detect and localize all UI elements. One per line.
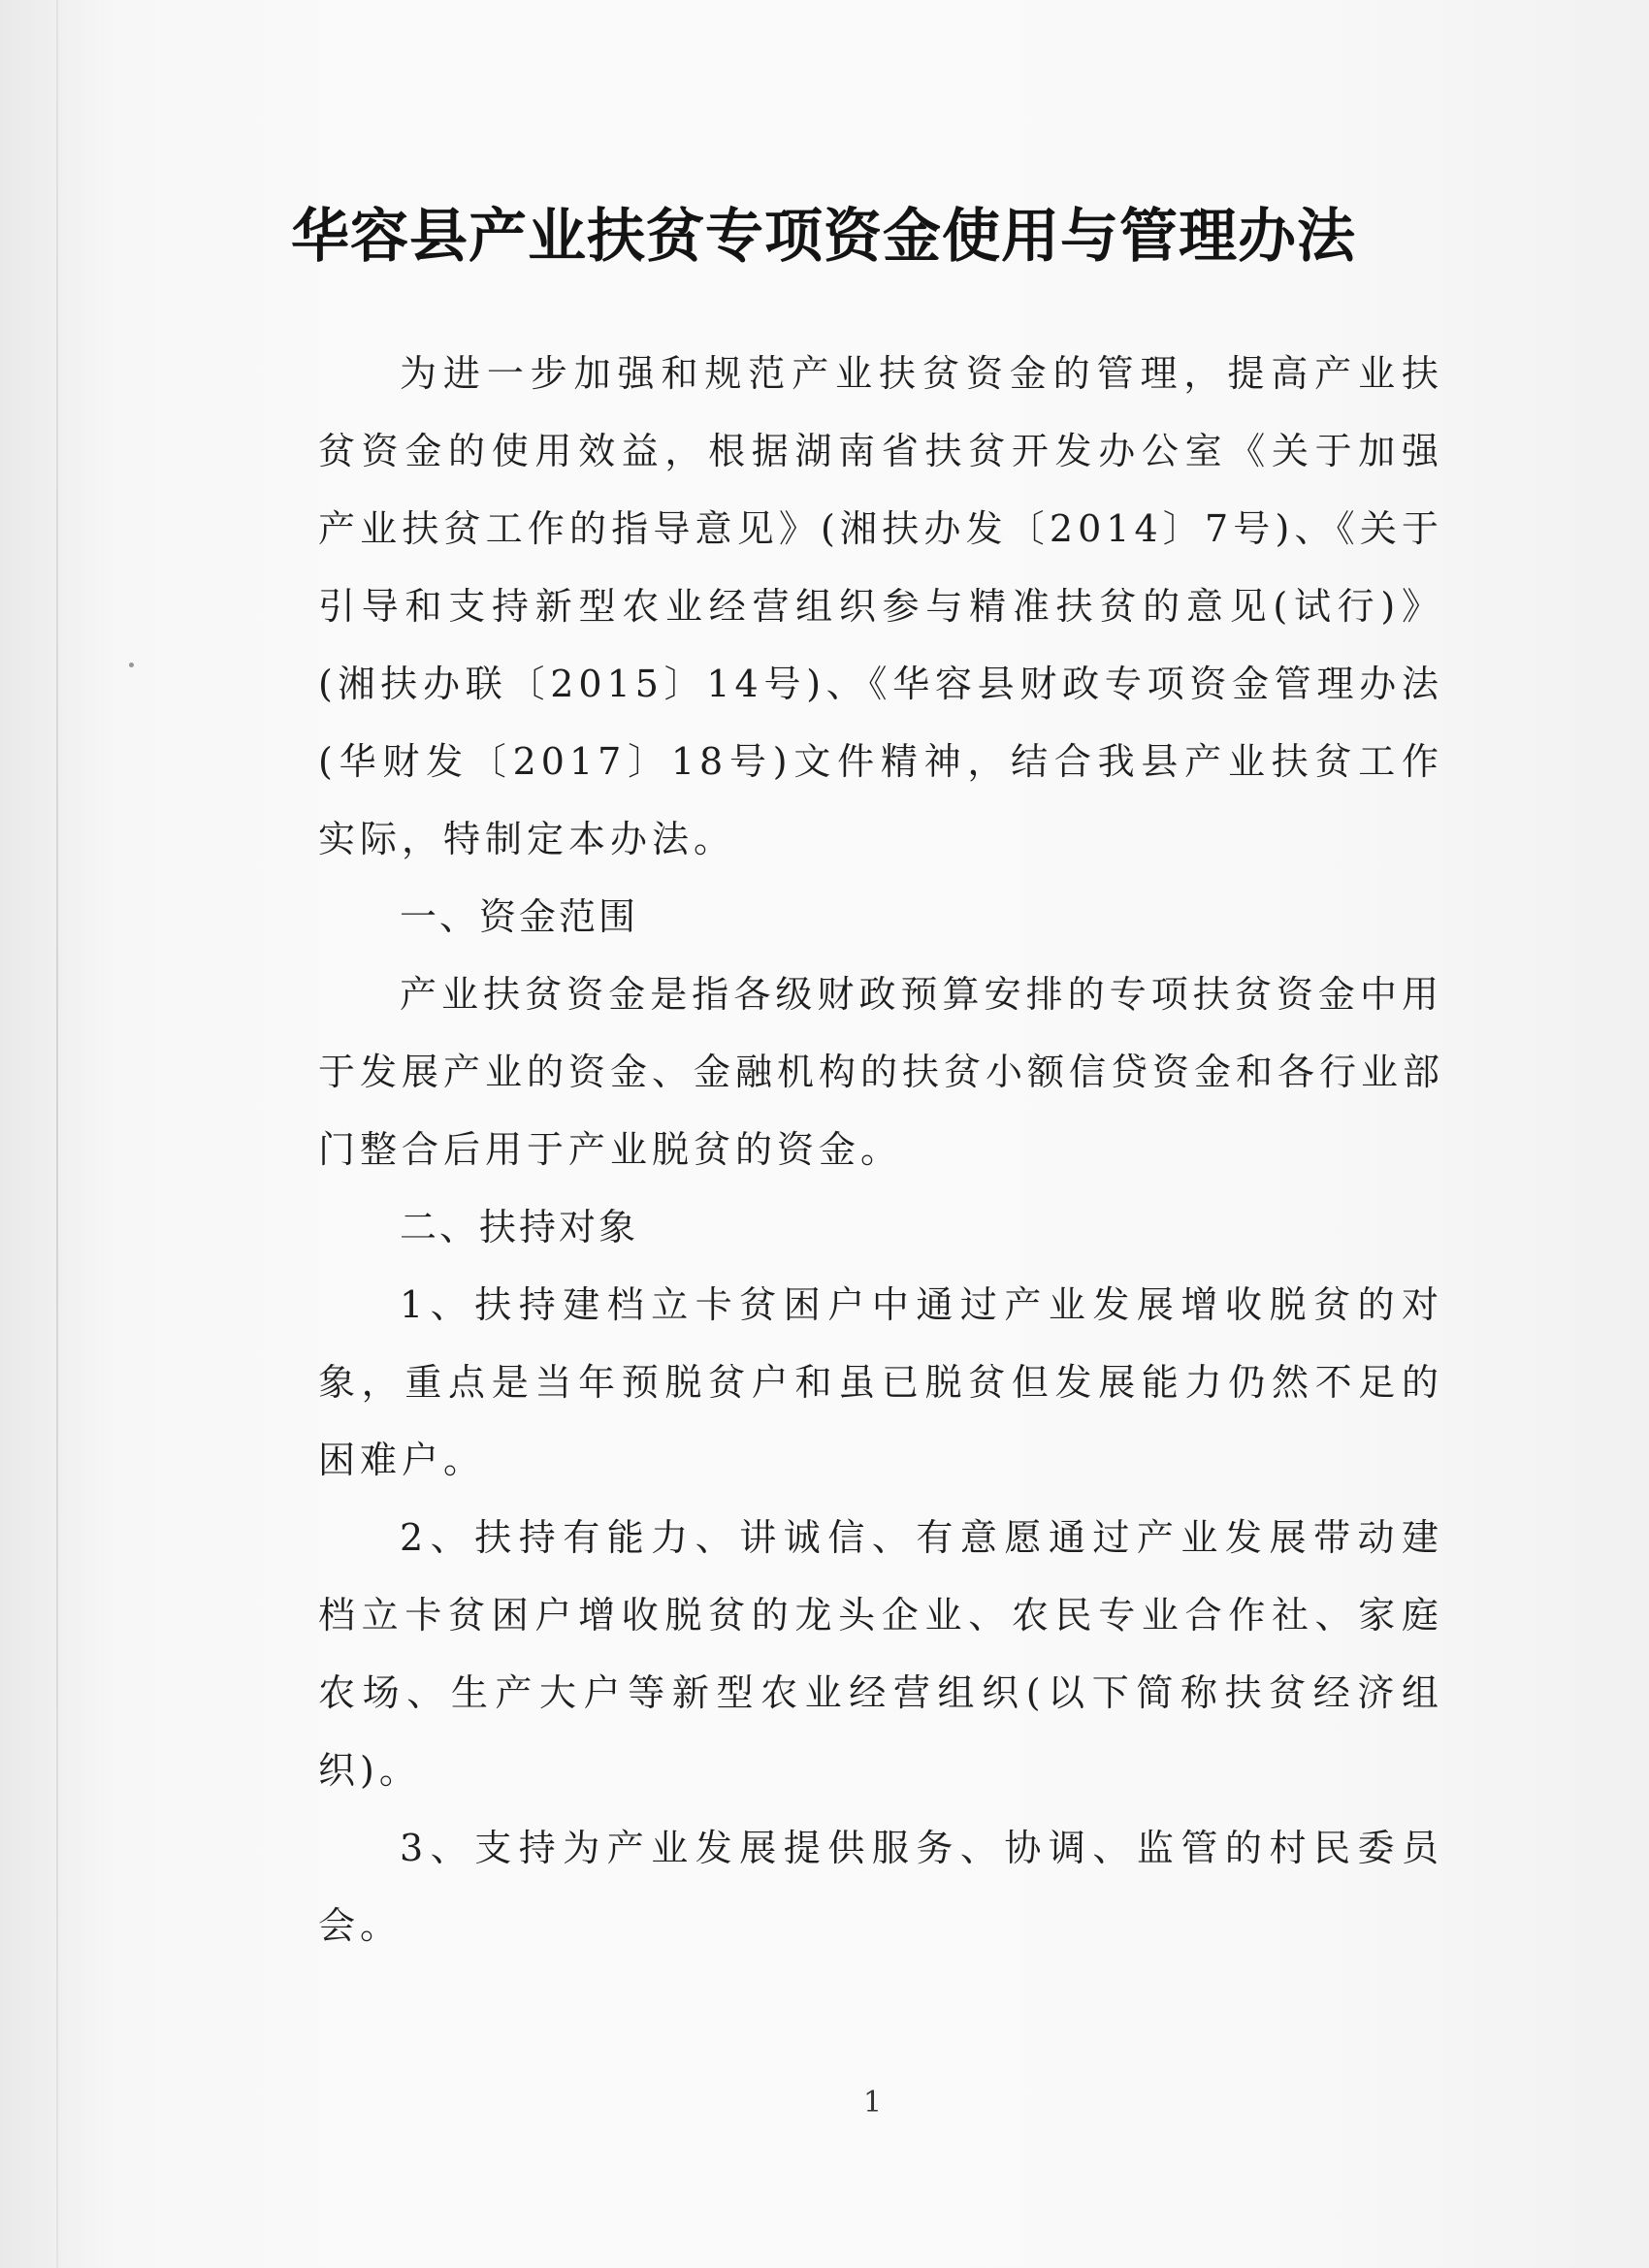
- section-heading-fund-scope: 一、资金范围: [400, 895, 639, 938]
- paragraph-line: 贫资金的使用效益，根据湖南省扶贫开发办公室《关于加强: [318, 430, 1443, 472]
- paragraph-line: (湘扶办联〔2015〕14号)、《华容县财政专项资金管理办法: [318, 663, 1443, 705]
- paragraph-line: 为进一步加强和规范产业扶贫资金的管理，提高产业扶: [400, 352, 1443, 395]
- paragraph-line: 会。: [318, 1904, 403, 1947]
- paragraph-line: (华财发〔2017〕18号)文件精神，结合我县产业扶贫工作: [318, 740, 1443, 783]
- page-fold-shadow: [56, 0, 58, 2268]
- section-heading-support-targets: 二、扶持对象: [400, 1206, 639, 1248]
- paragraph-line: 农场、生产大户等新型农业经营组织(以下简称扶贫经济组: [318, 1671, 1443, 1714]
- paragraph-line: 于发展产业的资金、金融机构的扶贫小额信贷资金和各行业部: [318, 1051, 1445, 1093]
- paragraph-line: 织)。: [318, 1749, 421, 1792]
- paragraph-line: 档立卡贫困户增收脱贫的龙头企业、农民专业合作社、家庭: [318, 1594, 1443, 1636]
- scan-speck: [129, 663, 134, 667]
- paragraph-line: 引导和支持新型农业经营组织参与精准扶贫的意见(试行)》: [318, 585, 1443, 628]
- paragraph-line: 象，重点是当年预脱贫户和虽已脱贫但发展能力仍然不足的: [318, 1361, 1443, 1404]
- paragraph-line: 实际，特制定本办法。: [318, 818, 736, 860]
- document-body: [318, 335, 1443, 1964]
- paragraph-line: 3、支持为产业发展提供服务、协调、监管的村民委员: [400, 1827, 1443, 1869]
- paragraph-line: 门整合后用于产业脱贫的资金。: [318, 1128, 903, 1171]
- paragraph-line: 1、扶持建档立卡贫困户中通过产业发展增收脱贫的对: [400, 1283, 1443, 1326]
- paragraph-line: 2、扶持有能力、讲诚信、有意愿通过产业发展带动建: [400, 1516, 1443, 1559]
- paragraph-line: 困难户。: [318, 1439, 486, 1481]
- page-number: 1: [863, 2086, 883, 2120]
- paragraph-line: 产业扶贫工作的指导意见》(湘扶办发〔2014〕7号)、《关于: [318, 507, 1443, 550]
- paragraph-line: 产业扶贫资金是指各级财政预算安排的专项扶贫资金中用: [400, 973, 1443, 1016]
- document-title: 华容县产业扶贫专项资金使用与管理办法: [291, 203, 1356, 271]
